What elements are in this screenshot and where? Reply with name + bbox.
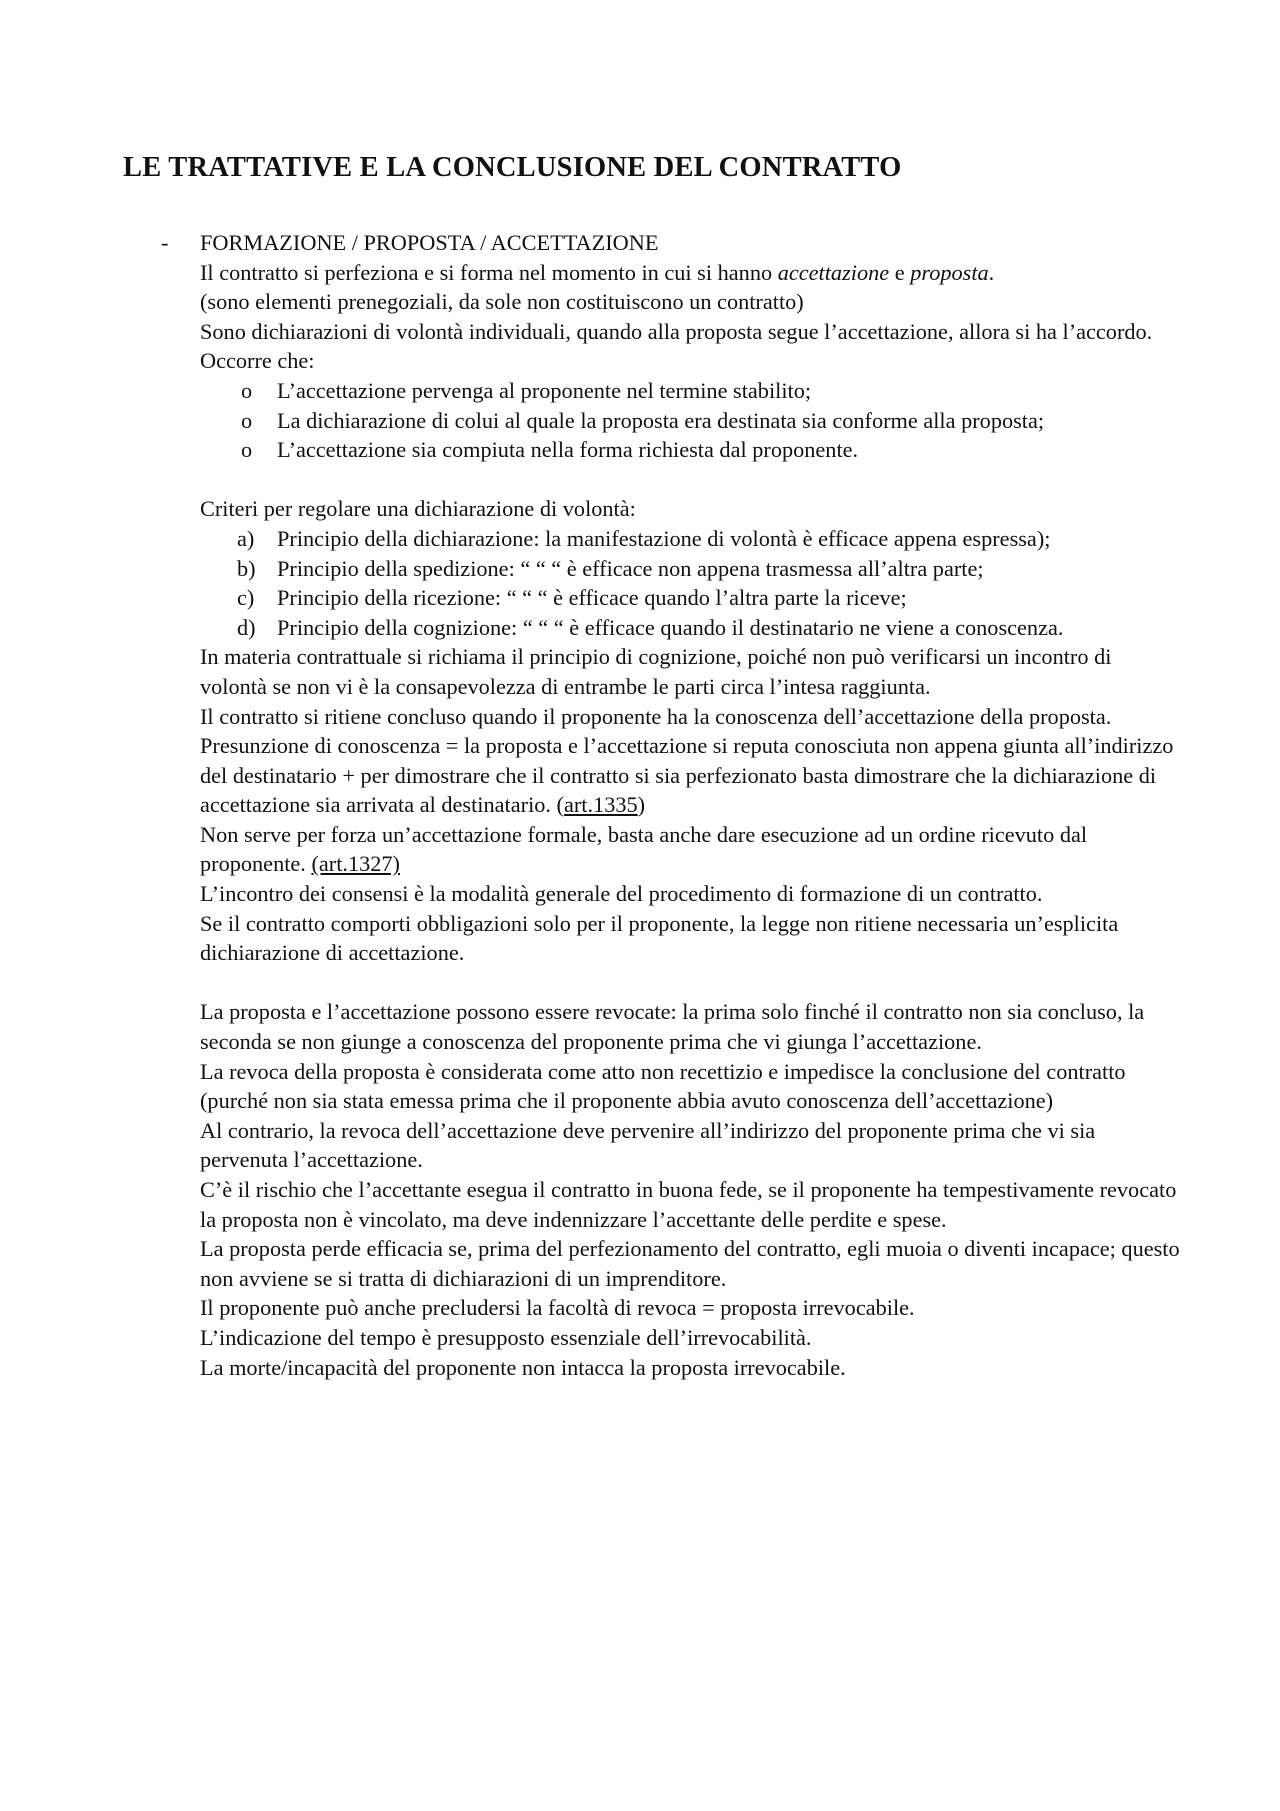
emphasis-accettazione: accettazione (777, 259, 890, 285)
section-heading-text: FORMAZIONE / PROPOSTA / ACCETTAZIONE (200, 230, 659, 255)
list-item (241, 376, 1180, 406)
bullet-marker: o (241, 407, 253, 433)
list-item (237, 554, 1180, 584)
list-item-text: L’accettazione pervenga al proponente nel termine stabilito; (277, 377, 812, 403)
criteria-list (200, 524, 1180, 642)
conditions-list (200, 376, 1180, 465)
paragraph-consensi: L’incontro dei consensi è la modalità generale del procedimento di formazione di un contratto. (200, 881, 1043, 907)
list-item-text: Principio della dichiarazione: la manifestazione di volontà è efficace appena espressa); (277, 525, 1051, 551)
paragraph-revoca-proposta: La revoca della proposta è considerata come atto non recettizio e impedisce la conclusione del contratto (purché non sia stata emessa prima che il proponente abbia avuto conoscenza dell’accettazione) (200, 1058, 1126, 1114)
list-item-text: Principio della ricezione: “ “ “ è efficace quando l’altra parte la riceve; (277, 585, 907, 611)
list-marker: a) (237, 525, 255, 551)
paragraph-tempo: L’indicazione del tempo è presupposto essenziale dell’irrevocabilità. (200, 1324, 812, 1350)
paragraph-prenegoziali: (sono elementi prenegoziali, da sole non costituiscono un contratto) (200, 289, 804, 315)
paragraph-cognizione: In materia contrattuale si richiama il principio di cognizione, poiché non può verificarsi un incontro di volontà se non vi è la consapevolezza di entrambe le parti circa l’intesa raggiunta. (200, 644, 1112, 699)
paragraph-dichiarazioni: Sono dichiarazioni di volontà individuali, quando alla proposta segue l’accettazione, allora si ha l’accordo. (200, 318, 1153, 344)
list-item (241, 406, 1180, 436)
list-item (237, 583, 1180, 613)
paragraph-text: e (889, 259, 911, 285)
paragraph-text: . (988, 259, 995, 285)
paragraph-revoca-accettazione: Al contrario, la revoca dell’accettazione deve pervenire all’indirizzo del proponente prima che vi sia pervenuta l’accettazione. (200, 1117, 1096, 1173)
paragraph-text: Il contratto si perfeziona e si forma nel momento in cui si hanno (200, 259, 778, 285)
bullet-marker: o (241, 377, 253, 403)
paragraph-revoca: La proposta e l’accettazione possono essere revocate: la prima solo finché il contratto non sia concluso, la seconda se non giunge a conoscenza del proponente prima che vi giunga l’accettazione. (200, 999, 1145, 1055)
list-marker: b) (237, 555, 256, 581)
section-heading (161, 228, 1180, 258)
paragraph-morte: La morte/incapacità del proponente non intacca la proposta irrevocabile. (200, 1354, 846, 1380)
list-item (237, 524, 1180, 554)
paragraph-irrevocabile: Il proponente può anche precludersi la facoltà di revoca = proposta irrevocabile. (200, 1295, 915, 1321)
paragraph-rischio: C’è il rischio che l’accettante esegua il contratto in buona fede, se il proponente ha tempestivamente revocato la proposta non è vincolato, ma deve indennizzare l’accettante delle perdite e spese. (200, 1177, 1177, 1232)
list-item (241, 435, 1180, 465)
list-item-text: Principio della spedizione: “ “ “ è efficace non appena trasmessa all’altra parte; (277, 555, 984, 581)
blank-line (200, 465, 1180, 495)
list-item-text: La dichiarazione di colui al quale la proposta era destinata sia conforme alla proposta; (277, 407, 1045, 433)
paragraph-text: Presunzione di conoscenza = la proposta e l’accettazione si reputa conosciuta non appena giunta all’indirizzo del destinatario + per dimostrare che il contratto si sia perfezionato basta dimostrare che la dichiarazione di accettazione sia arrivata al destinatario. ( (200, 733, 1174, 818)
section-formazione (161, 228, 1180, 1382)
link-art-1327[interactable]: (art.1327) (311, 851, 400, 877)
link-art-1335[interactable]: art.1335 (563, 792, 638, 818)
list-dash: - (161, 230, 169, 255)
paragraph-criteri: Criteri per regolare una dichiarazione di volontà: (200, 496, 636, 522)
paragraph-presunzione (200, 731, 1180, 820)
paragraph-esecuzione (200, 820, 1180, 879)
blank-line (200, 968, 1180, 998)
paragraph-efficacia: La proposta perde efficacia se, prima del perfezionamento del contratto, egli muoia o diventi incapace; questo non avviene se si tratta di dichiarazioni di un imprenditore. (200, 1236, 1180, 1291)
paragraph-text: Non serve per forza un’accettazione formale, basta anche dare esecuzione ad un ordine ricevuto dal proponente. (200, 821, 1088, 877)
list-item-text: Principio della cognizione: “ “ “ è efficace quando il destinatario ne viene a conoscenza. (277, 614, 1064, 640)
paragraph-perfezionamento (200, 258, 1180, 288)
bullet-marker: o (241, 437, 253, 463)
list-item (237, 613, 1180, 643)
list-item-text: L’accettazione sia compiuta nella forma richiesta dal proponente. (277, 437, 859, 463)
list-marker: c) (237, 585, 255, 611)
list-marker: d) (237, 614, 256, 640)
paragraph-concluso: Il contratto si ritiene concluso quando il proponente ha la conoscenza dell’accettazione della proposta. (200, 703, 1112, 729)
document-title: LE TRATTATIVE E LA CONCLUSIONE DEL CONTRATTO (123, 152, 902, 183)
paragraph-obbligazioni: Se il contratto comporti obbligazioni solo per il proponente, la legge non ritiene necessaria un’esplicita dichiarazione di accettazione. (200, 910, 1119, 966)
paragraph-text: ) (637, 792, 646, 818)
emphasis-proposta: proposta (910, 259, 989, 285)
paragraph-occorre: Occorre che: (200, 348, 315, 374)
